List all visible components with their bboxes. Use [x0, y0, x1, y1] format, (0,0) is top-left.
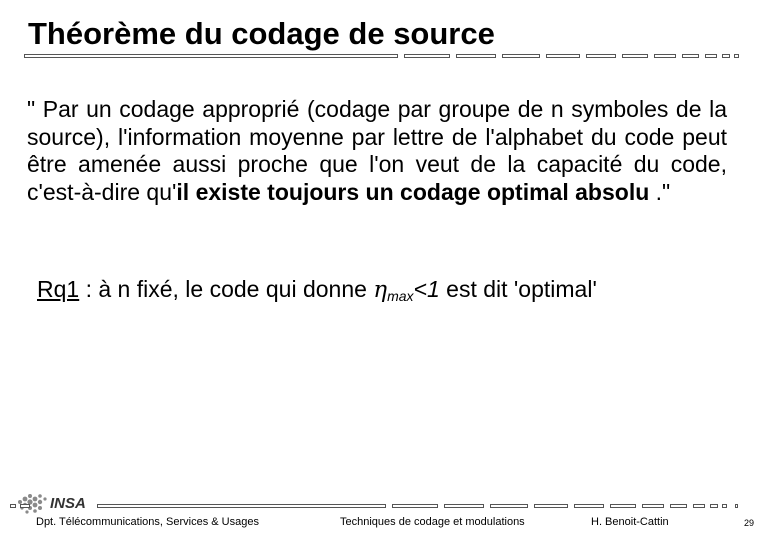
theorem-text-end: ."	[649, 178, 671, 205]
rule-segment	[456, 54, 496, 58]
rule-segment	[10, 504, 16, 508]
remark-text-end: est dit 'optimal'	[439, 276, 597, 302]
footer-author: H. Benoit-Cattin	[591, 516, 669, 528]
page-number: 29	[744, 518, 755, 528]
rule-segment	[693, 504, 705, 508]
rule-segment	[610, 504, 636, 508]
eta-subscript: max	[387, 288, 414, 304]
rule-segment	[490, 504, 528, 508]
rule-segment	[444, 504, 484, 508]
rule-segment	[574, 504, 604, 508]
rule-segment	[682, 54, 699, 58]
rule-segment	[404, 54, 450, 58]
rule-segment	[502, 54, 540, 58]
remark-condition: <1	[413, 276, 440, 302]
theorem-text-start: " Par un codage approprié (codage par groupe de n symboles de la source), l'information moyenne par lettre de l'alphabet du code peut être amenée aussi proche que l'on veut de la capacité du code, c'est-à-dire qu'	[27, 96, 727, 205]
remark-line	[37, 274, 597, 311]
eta-letter: η	[373, 277, 388, 303]
slide-title: Théorème du codage de source	[28, 16, 495, 51]
rule-segment	[710, 504, 718, 508]
remark-label: Rq1	[37, 276, 80, 302]
rule-segment	[642, 504, 664, 508]
rule-segment	[586, 54, 616, 58]
rule-segment	[546, 54, 580, 58]
insa-logo-text: INSA	[50, 495, 86, 512]
rule-segment	[24, 54, 398, 58]
rule-segment	[654, 54, 676, 58]
rule-segment	[722, 504, 727, 508]
rule-segment	[622, 54, 648, 58]
eta-max-symbol	[373, 277, 413, 303]
footer-department: Dpt. Télécommunications, Services & Usages	[36, 516, 259, 528]
rule-segment	[722, 54, 730, 58]
theorem-paragraph	[27, 96, 727, 206]
rule-segment	[705, 54, 717, 58]
remark-text: : à n fixé, le code qui donne	[79, 276, 374, 302]
rule-segment	[20, 504, 30, 508]
footer-course: Techniques de codage et modulations	[340, 516, 525, 528]
rule-segment	[670, 504, 687, 508]
rule-segment	[534, 504, 568, 508]
rule-segment	[97, 504, 386, 508]
rule-segment	[734, 54, 739, 58]
rule-segment	[735, 504, 738, 508]
theorem-bold-statement: il existe toujours un codage optimal absolu	[176, 178, 650, 205]
rule-segment	[392, 504, 438, 508]
